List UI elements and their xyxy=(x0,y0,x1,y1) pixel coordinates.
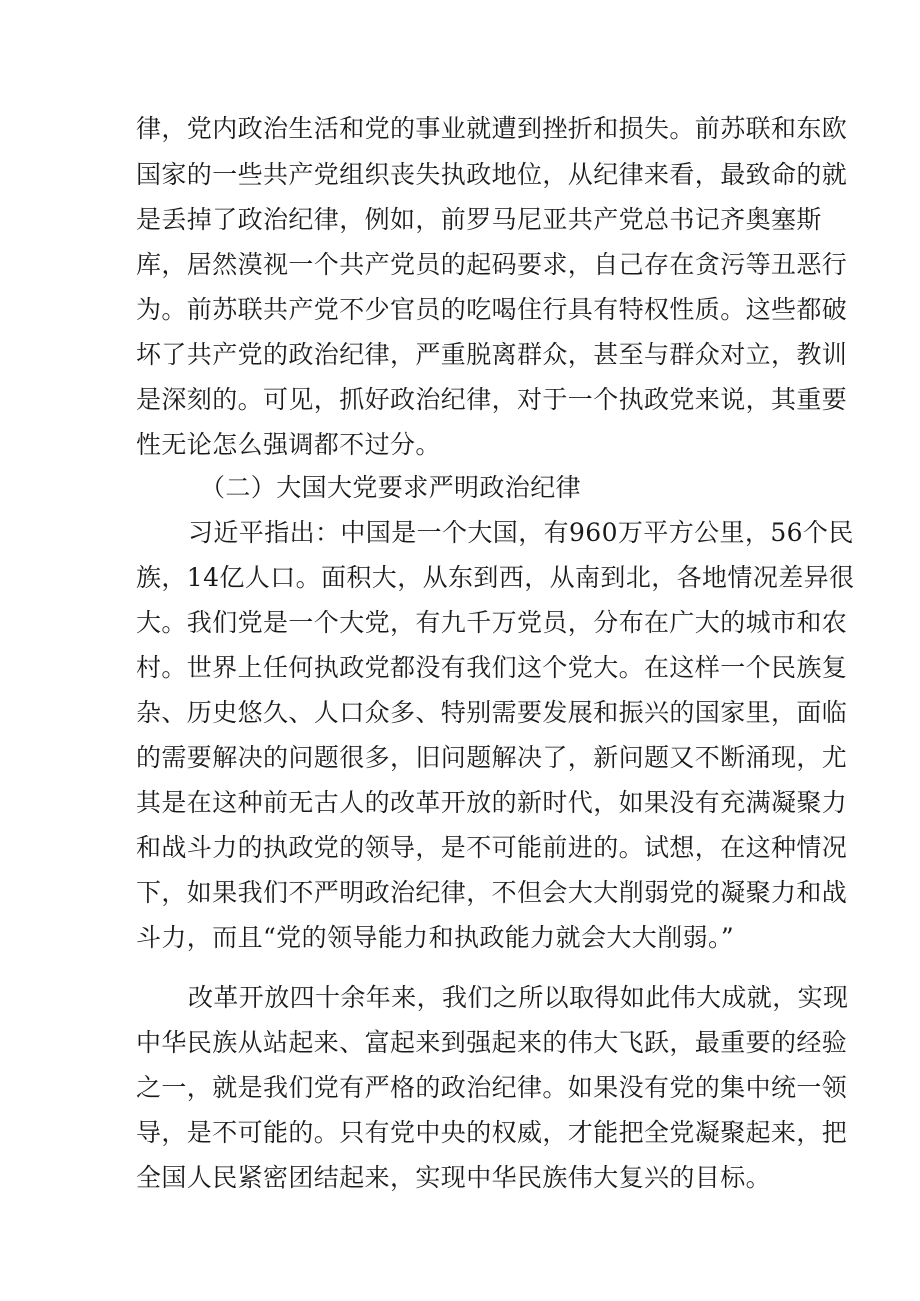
paragraph-1-line-3: 是丢掉了政治纪律，例如，前罗马尼亚共产党总书记齐奥塞斯 xyxy=(136,205,822,234)
paragraph-2-line-6: 的需要解决的问题很多，旧问题解决了，新问题又不断涌现，尤 xyxy=(136,743,848,772)
paragraph-3-line-4: 导，是不可能的。只有党中央的权威，才能把全党凝聚起来，把 xyxy=(136,1118,848,1147)
paragraph-3-line-3: 之一，就是我们党有严格的政治纪律。如果没有党的集中统一领 xyxy=(136,1073,848,1102)
paragraph-2-line-3: 大。我们党是一个大党，有九千万党员，分布在广大的城市和农 xyxy=(136,608,848,637)
paragraph-2-line-8: 和战斗力的执政党的领导，是不可能前进的。试想，在这种情况 xyxy=(136,833,848,862)
paragraph-3-line-2: 中华民族从站起来、富起来到强起来的伟大飞跃，最重要的经验 xyxy=(136,1028,848,1057)
paragraph-1-line-8: 性无论怎么强调都不过分。 xyxy=(136,430,441,459)
paragraph-1-line-5: 为。前苏联共产党不少官员的吃喝住行具有特权性质。这些都破 xyxy=(136,295,848,324)
paragraph-3-line-5: 全国人民紧密团结起来，实现中华民族伟大复兴的目标。 xyxy=(136,1163,772,1192)
paragraph-1-line-6: 坏了共产党的政治纪律，严重脱离群众，甚至与群众对立，教训 xyxy=(136,340,848,369)
paragraph-1-line-7: 是深刻的。可见，抓好政治纪律，对于一个执政党来说，其重要 xyxy=(136,385,848,414)
paragraph-2-line-10: 斗力，而且“党的领导能力和执政能力就会大大削弱。” xyxy=(136,923,735,952)
paragraph-1-line-1: 律，党内政治生活和党的事业就遭到挫折和损失。前苏联和东欧 xyxy=(136,114,848,143)
paragraph-2-line-7: 其是在这种前无古人的改革开放的新时代，如果没有充满凝聚力 xyxy=(136,788,848,817)
paragraph-1-line-2: 国家的一些共产党组织丧失执政地位，从纪律来看，最致命的就 xyxy=(136,160,848,189)
paragraph-2-line-1: 习近平指出：中国是一个大国，有960万平方公里，56个民 xyxy=(188,518,854,547)
paragraph-2-line-4: 村。世界上任何执政党都没有我们这个党大。在这样一个民族复 xyxy=(136,653,848,682)
paragraph-2-line-9: 下，如果我们不严明政治纪律，不但会大大削弱党的凝聚力和战 xyxy=(136,878,848,907)
paragraph-1-line-4: 库，居然漠视一个共产党员的起码要求，自己存在贪污等丑恶行 xyxy=(136,250,848,279)
section-heading: （二）大国大党要求严明政治纪律 xyxy=(200,473,582,502)
paragraph-3-line-1: 改革开放四十余年来，我们之所以取得如此伟大成就，实现 xyxy=(188,983,849,1012)
paragraph-2-line-5: 杂、历史悠久、人口众多、特别需要发展和振兴的国家里，面临 xyxy=(136,698,848,727)
paragraph-2-line-2: 族，14亿人口。面积大，从东到西，从南到北，各地情况差异很 xyxy=(136,563,855,592)
